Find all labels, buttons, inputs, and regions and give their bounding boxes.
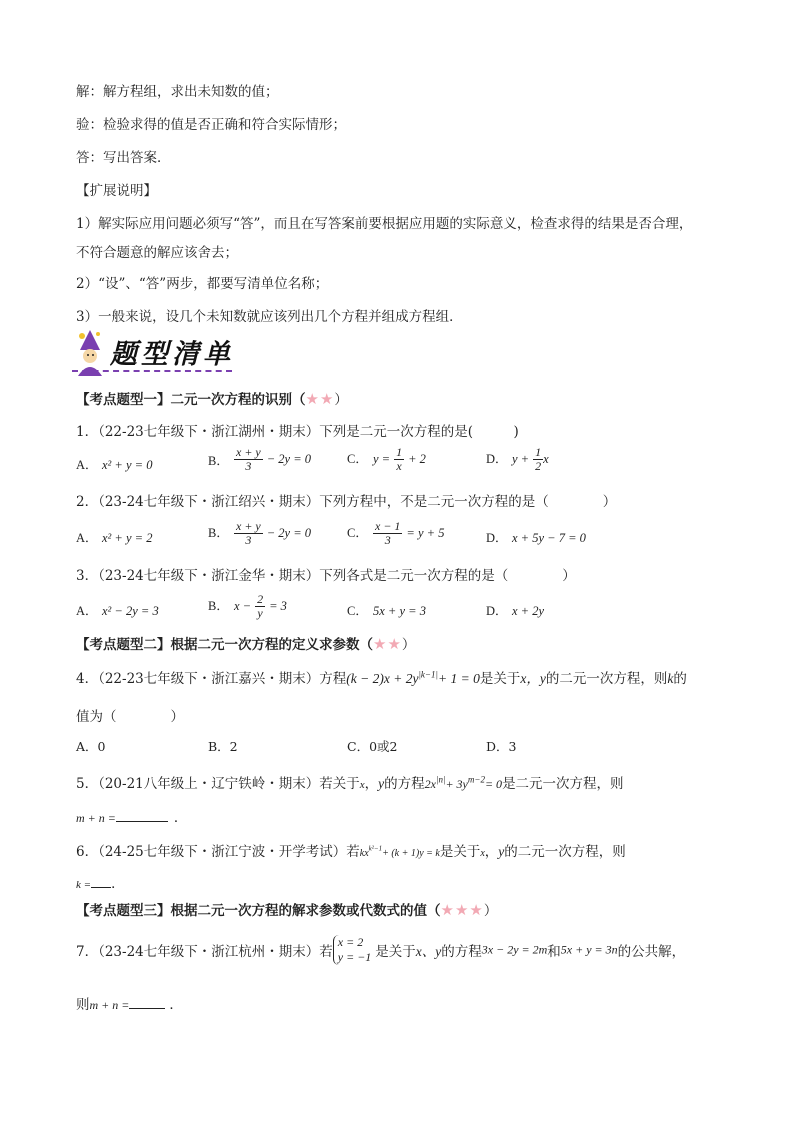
option-label: A． bbox=[76, 531, 98, 545]
section-2-close: ） bbox=[401, 637, 416, 653]
intro-line-2: 验：检验求得的值是否正确和符合实际情形； bbox=[76, 117, 346, 133]
q4-option-b: B．2 bbox=[208, 739, 238, 754]
q7-text: 则 bbox=[76, 997, 90, 1013]
q7-period: ． bbox=[169, 997, 183, 1013]
fraction: $\frac{1}{2}$ bbox=[535, 445, 542, 473]
question-5-stem bbox=[76, 772, 624, 792]
fraction: $\frac{x - 1}{3}$ bbox=[375, 519, 401, 547]
q6-answer-expr: k = bbox=[76, 879, 92, 891]
fraction: $\frac{1}{x}$ bbox=[396, 445, 403, 473]
q6-expr: + (k + 1)y = k bbox=[382, 848, 440, 859]
fraction: $\frac{x + y}{3}$ bbox=[236, 519, 261, 547]
q1-option-b bbox=[208, 446, 311, 473]
option-expr: − 2y = 0 bbox=[266, 526, 312, 540]
section-2-title bbox=[76, 633, 415, 653]
question-2-stem: 2．（23-24七年级下・浙江绍兴・期末）下列方程中，不是二元一次方程的是（ ） bbox=[76, 494, 617, 510]
q7-text: 和 bbox=[547, 944, 561, 960]
q6-text: 是关于 bbox=[439, 844, 481, 860]
q3-option-d bbox=[486, 601, 544, 619]
option-label: C． bbox=[347, 452, 368, 466]
q6-var: y bbox=[498, 844, 505, 859]
section-banner bbox=[70, 328, 240, 378]
option-expr: x bbox=[543, 452, 549, 466]
expand-1a: 1）解实际应用问题必须写“答”，而且在写答案前要根据应用题的实际意义，检查求得的结果是否合理， bbox=[76, 216, 693, 232]
q1-option-a bbox=[76, 455, 152, 473]
q4-text: 是关于 bbox=[479, 671, 521, 687]
q5-text: 5．（20-21八年级上・辽宁铁岭・期末）若关于 bbox=[76, 776, 360, 792]
q6-exponent: k²−1 bbox=[368, 844, 383, 853]
option-expr: x² − 2y = 3 bbox=[102, 604, 159, 618]
q1-option-d bbox=[486, 446, 549, 473]
question-6-answer bbox=[76, 872, 125, 892]
difficulty-stars: ★★ bbox=[373, 635, 402, 653]
q4-text: 的 bbox=[673, 671, 687, 687]
option-expr: = y + 5 bbox=[406, 526, 445, 540]
q2-option-d bbox=[486, 528, 586, 546]
option-expr: x² + y = 2 bbox=[102, 531, 153, 545]
question-4-stem bbox=[76, 667, 687, 687]
q4-var: k bbox=[667, 671, 674, 686]
q5-exponent: m−2 bbox=[467, 774, 485, 785]
q7-eq-2: 5x + y = 3n bbox=[560, 942, 618, 957]
section-3-label: 【考点题型三】根据二元一次方程的解求参数或代数式的值（ bbox=[76, 903, 441, 919]
expand-2: 2）“设”、“答”两步，都要写清单位名称； bbox=[76, 276, 329, 292]
option-label: D． bbox=[486, 604, 508, 618]
section-1-close: ） bbox=[334, 392, 348, 408]
option-expr: − 2y = 0 bbox=[266, 452, 312, 466]
section-3-title bbox=[76, 899, 497, 919]
q5-exponent: |n| bbox=[435, 774, 446, 785]
section-1-title bbox=[76, 388, 348, 408]
q7-text: 的公共解， bbox=[617, 944, 686, 960]
q6-text: 的二元一次方程，则 bbox=[504, 844, 626, 860]
option-expr: x − bbox=[234, 599, 252, 613]
q4-text: 的二元一次方程，则 bbox=[545, 671, 668, 687]
q2-option-c bbox=[347, 520, 444, 547]
q6-sep: ， bbox=[484, 844, 499, 860]
question-6-stem bbox=[76, 840, 626, 860]
intro-line-3: 答：写出答案． bbox=[76, 150, 171, 166]
q7-eq-1: 3x − 2y = 2m bbox=[481, 942, 548, 957]
option-expr: = 3 bbox=[269, 599, 287, 613]
q5-text: 是二元一次方程，则 bbox=[502, 776, 624, 792]
question-1-stem: 1．（22-23七年级下・浙江湖州・期末）下列是二元一次方程的是( ) bbox=[76, 424, 519, 440]
banner-title: 题型清单 bbox=[110, 339, 234, 370]
q7-vars: x、y bbox=[415, 944, 442, 959]
q5-text: 的方程 bbox=[384, 776, 425, 792]
option-expr: + 2 bbox=[408, 452, 426, 466]
q4-option-d: D．3 bbox=[486, 739, 517, 754]
q6-expr: kx bbox=[359, 848, 369, 859]
option-label: C． bbox=[347, 526, 368, 540]
banner-underline bbox=[72, 370, 232, 372]
q4-text: 4．（22-23七年级下・浙江嘉兴・期末）方程 bbox=[76, 671, 347, 687]
answer-blank[interactable] bbox=[91, 875, 111, 888]
equation-system bbox=[333, 935, 372, 965]
system-eq-2: y = −1 bbox=[337, 950, 372, 964]
fraction: $\frac{2}{y}$ bbox=[257, 592, 264, 620]
q3-option-a bbox=[76, 601, 159, 619]
q4-expr: (k − 2)x + 2y bbox=[346, 671, 419, 686]
option-label: D． bbox=[486, 531, 508, 545]
expand-1b: 不符合题意的解应该舍去； bbox=[76, 245, 238, 261]
q4-option-c: C．0或2 bbox=[347, 739, 398, 754]
option-label: B． bbox=[208, 453, 229, 468]
q4-option-a: A．0 bbox=[76, 739, 106, 754]
expand-3: 3）一般来说，设几个未知数就应该列出几个方程并组成方程组． bbox=[76, 309, 463, 325]
q7-text: 的方程 bbox=[441, 944, 482, 960]
option-expr: x + 2y bbox=[512, 604, 545, 618]
section-2-label: 【考点题型二】根据二元一次方程的定义求参数（ bbox=[76, 637, 373, 653]
answer-blank[interactable] bbox=[129, 996, 165, 1009]
q6-var: x bbox=[480, 848, 485, 859]
q4-vars: x，y bbox=[520, 671, 546, 686]
q4-expr-tail: + 1 = 0 bbox=[437, 671, 480, 686]
difficulty-stars: ★★★ bbox=[440, 901, 484, 919]
expand-title: 【扩展说明】 bbox=[76, 183, 157, 199]
q5-answer-expr: m + n = bbox=[76, 811, 116, 825]
q7-text: 是关于 bbox=[375, 944, 416, 960]
q6-period: ． bbox=[111, 876, 125, 892]
q2-option-b bbox=[208, 520, 311, 547]
option-expr: 5x + y = 3 bbox=[373, 604, 426, 618]
wizard-mascot-icon bbox=[70, 328, 110, 376]
question-3-stem: 3．（23-24七年级下・浙江金华・期末）下列各式是二元一次方程的是（ ） bbox=[76, 568, 576, 584]
intro-line-1: 解：解方程组，求出未知数的值； bbox=[76, 84, 279, 100]
option-expr: y = bbox=[373, 452, 391, 466]
option-label: C． bbox=[347, 604, 368, 618]
q5-var: x bbox=[359, 779, 365, 791]
q5-expr: 2x bbox=[424, 777, 436, 791]
option-label: B． bbox=[208, 526, 229, 540]
q4-exponent: |k−1| bbox=[418, 669, 438, 680]
q5-var: y bbox=[378, 776, 385, 791]
option-expr: x² + y = 0 bbox=[102, 458, 153, 472]
q5-period: ． bbox=[173, 810, 188, 826]
q5-expr: + 3y bbox=[445, 777, 468, 791]
question-7-answer bbox=[76, 993, 183, 1013]
q5-expr: = 0 bbox=[484, 777, 503, 791]
section-3-close: ） bbox=[483, 903, 498, 919]
q7-text: 7．（23-24七年级下・浙江杭州・期末）若 bbox=[76, 944, 333, 960]
option-expr: x + 5y − 7 = 0 bbox=[512, 531, 586, 545]
option-label: A． bbox=[76, 604, 98, 618]
option-expr: y + bbox=[512, 452, 530, 466]
answer-blank[interactable] bbox=[116, 809, 168, 822]
option-label: A． bbox=[76, 458, 98, 472]
question-7-stem bbox=[76, 935, 685, 965]
q7-answer-expr: m + n = bbox=[89, 998, 130, 1012]
question-5-answer bbox=[76, 806, 187, 826]
section-1-label: 【考点题型一】二元一次方程的识别（ bbox=[76, 392, 306, 408]
difficulty-stars: ★★ bbox=[305, 390, 335, 408]
question-4-stem-2: 值为（ ） bbox=[76, 709, 184, 725]
q5-sep: ， bbox=[364, 776, 379, 792]
fraction: $\frac{x + y}{3}$ bbox=[236, 445, 261, 473]
system-eq-1: x = 2 bbox=[337, 935, 364, 949]
option-label: D． bbox=[486, 452, 508, 466]
q3-option-c bbox=[347, 601, 426, 619]
q2-option-a bbox=[76, 528, 152, 546]
q3-option-b bbox=[208, 593, 287, 620]
q6-text: 6．（24-25七年级下・浙江宁波・开学考试）若 bbox=[76, 844, 360, 860]
q1-option-c bbox=[347, 446, 426, 473]
option-label: B． bbox=[208, 599, 229, 613]
